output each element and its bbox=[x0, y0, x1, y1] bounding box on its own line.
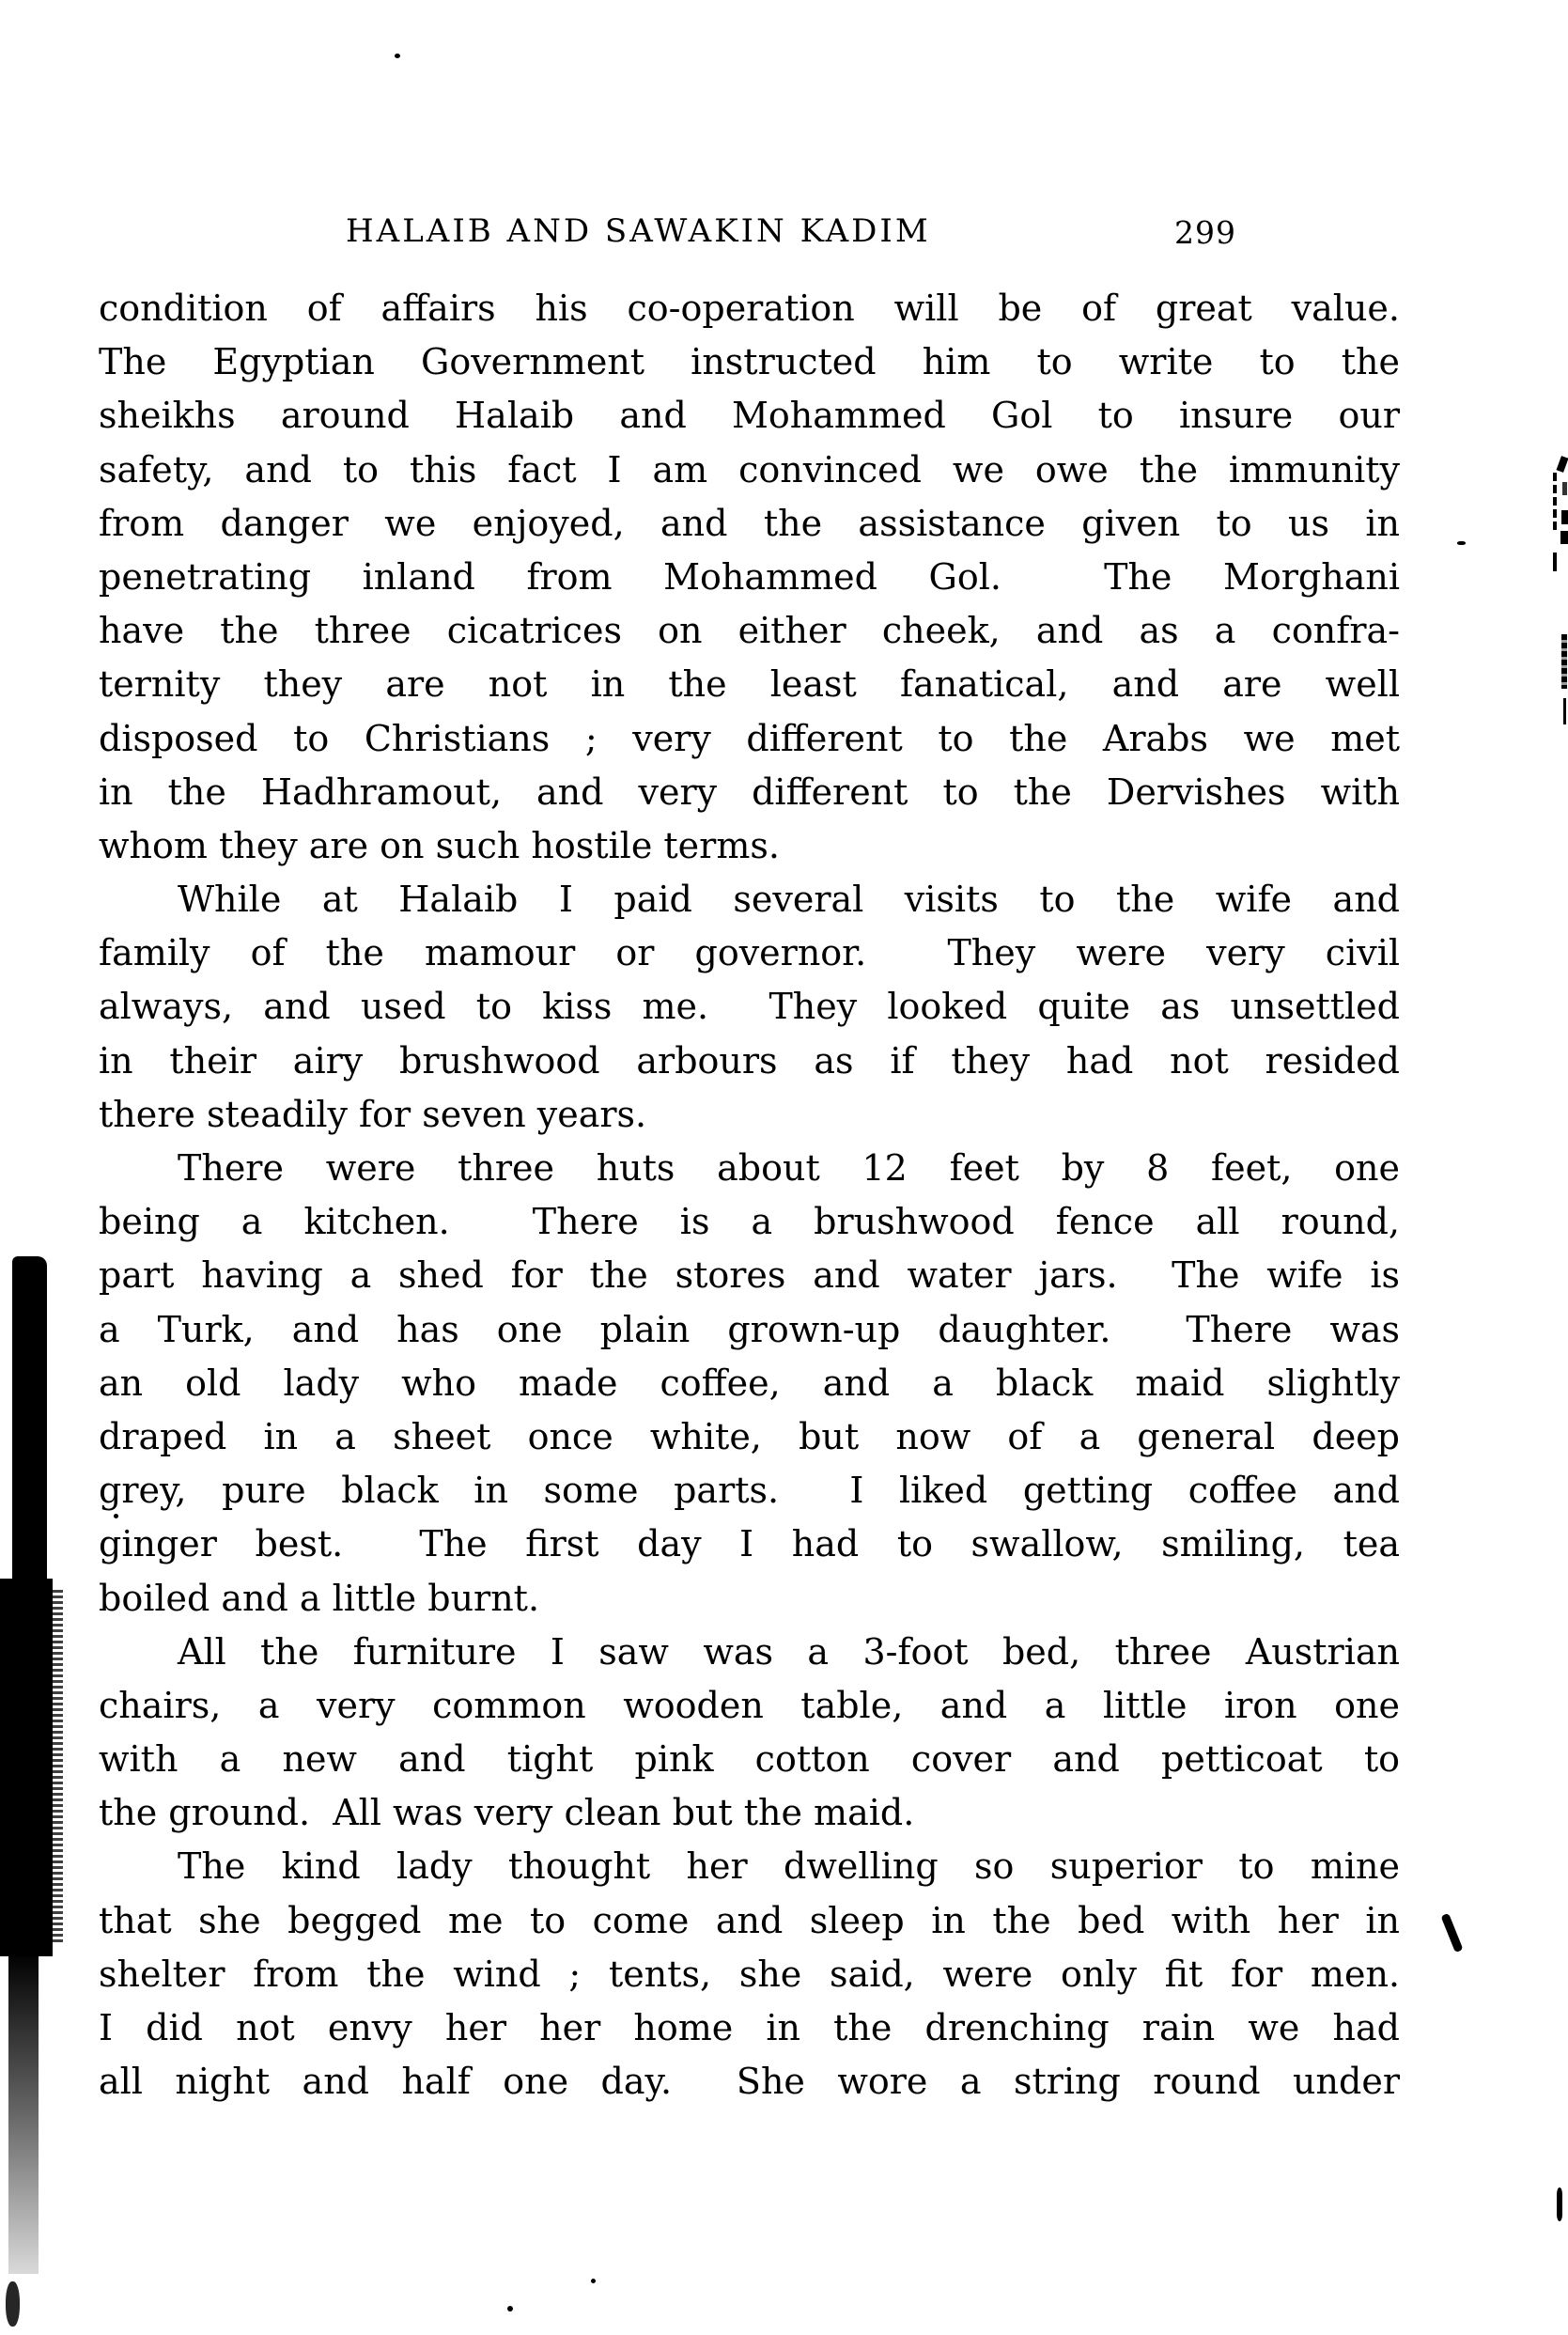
paragraph bbox=[99, 1840, 1400, 2109]
paragraph bbox=[99, 1142, 1400, 1626]
text-line: The Egyptian Government instructed him to write to the bbox=[99, 341, 1400, 383]
text-line: part having a shed for the stores and water jars. The wife is bbox=[99, 1254, 1400, 1297]
running-header-title: HALAIB AND SAWAKIN KADIM bbox=[346, 212, 931, 250]
paragraph bbox=[99, 1626, 1400, 1841]
paragraph bbox=[99, 873, 1400, 1142]
paper-speck bbox=[1457, 541, 1466, 545]
right-margin-ink-mark bbox=[1560, 531, 1568, 544]
left-margin-ink-blot-fuzz bbox=[51, 1590, 63, 1945]
text-line: disposed to Christians ; very different to the Arabs we met bbox=[99, 717, 1400, 759]
right-margin-ink-mark bbox=[1557, 456, 1568, 473]
text-line: in the Hadhramout, and very different to the Dervishes with bbox=[99, 771, 1400, 813]
text-line: have the three cicatrices on either cheek, and as a confra- bbox=[99, 610, 1400, 652]
text-line: sheikhs around Halaib and Mohammed Gol to insure our bbox=[99, 395, 1400, 437]
right-margin-ink-mark bbox=[1562, 482, 1567, 495]
text-line: a Turk, and has one plain grown-up daughter. There was bbox=[99, 1308, 1400, 1350]
text-line: whom they are on such hostile terms. bbox=[99, 824, 780, 866]
text-line: The kind lady thought her dwelling so superior to mine bbox=[178, 1845, 1400, 1888]
diagonal-pen-stroke bbox=[1440, 1913, 1463, 1953]
text-line: being a kitchen. There is a brushwood fence all round, bbox=[99, 1201, 1400, 1243]
text-line: shelter from the wind ; tents, she said, were only fit for men. bbox=[99, 1953, 1400, 1995]
page-body-text bbox=[99, 282, 1400, 2109]
text-line: chairs, a very common wooden table, and a little iron one bbox=[99, 1684, 1400, 1726]
paragraph bbox=[99, 282, 1400, 873]
page-number: 299 bbox=[1174, 214, 1236, 251]
text-line: from danger we enjoyed, and the assistance given to us in bbox=[99, 502, 1400, 544]
text-line: While at Halaib I paid several visits to the wife and bbox=[178, 879, 1400, 921]
left-margin-ink-blot-main bbox=[0, 1579, 53, 1956]
text-line: There were three huts about 12 feet by 8 feet, one bbox=[178, 1147, 1400, 1189]
text-line: condition of affairs his co-operation will be of great value. bbox=[99, 288, 1400, 329]
paper-speck bbox=[591, 2279, 596, 2283]
text-line: always, and used to kiss me. They looked quite as unsettled bbox=[99, 986, 1400, 1028]
text-line: I did not envy her her home in the drenching rain we had bbox=[99, 2007, 1400, 2048]
left-margin-ink-blot-top bbox=[12, 1256, 47, 1585]
right-margin-ink-mark bbox=[1561, 510, 1568, 524]
paper-speck bbox=[395, 54, 400, 58]
text-line: grey, pure black in some parts. I liked getting coffee and bbox=[99, 1470, 1400, 1512]
text-line: an old lady who made coffee, and a black maid slightly bbox=[99, 1362, 1400, 1404]
text-line: family of the mamour or governor. They were very civil bbox=[99, 932, 1400, 974]
text-line: safety, and to this fact I am convinced we owe the immunity bbox=[99, 448, 1400, 490]
right-margin-ink-mark bbox=[1557, 2187, 1562, 2221]
text-line: all night and half one day. She wore a string round under bbox=[99, 2061, 1400, 2103]
text-line: ginger best. The first day I had to swallow, smiling, tea bbox=[99, 1523, 1400, 1565]
right-margin-ink-mark bbox=[1561, 634, 1567, 689]
text-line: penetrating inland from Mohammed Gol. The Morghani bbox=[99, 555, 1400, 598]
right-margin-ink-mark bbox=[1553, 473, 1557, 533]
text-line: there steadily for seven years. bbox=[99, 1093, 647, 1135]
text-line: the ground. All was very clean but the maid. bbox=[99, 1792, 915, 1834]
text-line: boiled and a little burnt. bbox=[99, 1577, 540, 1619]
paper-speck bbox=[507, 2306, 513, 2312]
text-line: ternity they are not in the least fanatical, and are well bbox=[99, 663, 1400, 706]
paper-speck bbox=[114, 1514, 118, 1518]
right-margin-ink-mark bbox=[1553, 553, 1557, 571]
left-margin-ink-blot-tail bbox=[8, 1953, 39, 2274]
text-line: with a new and tight pink cotton cover and petticoat to bbox=[99, 1738, 1400, 1781]
text-line: in their airy brushwood arbours as if they had not resided bbox=[99, 1039, 1400, 1082]
right-margin-ink-mark bbox=[1563, 698, 1566, 724]
text-line: that she begged me to come and sleep in the bed with her in bbox=[99, 1899, 1400, 1941]
left-margin-ink-blot-bottom bbox=[6, 2281, 20, 2327]
text-line: All the furniture I saw was a 3-foot bed, three Austrian bbox=[178, 1630, 1400, 1673]
text-line: draped in a sheet once white, but now of a general deep bbox=[99, 1415, 1400, 1457]
